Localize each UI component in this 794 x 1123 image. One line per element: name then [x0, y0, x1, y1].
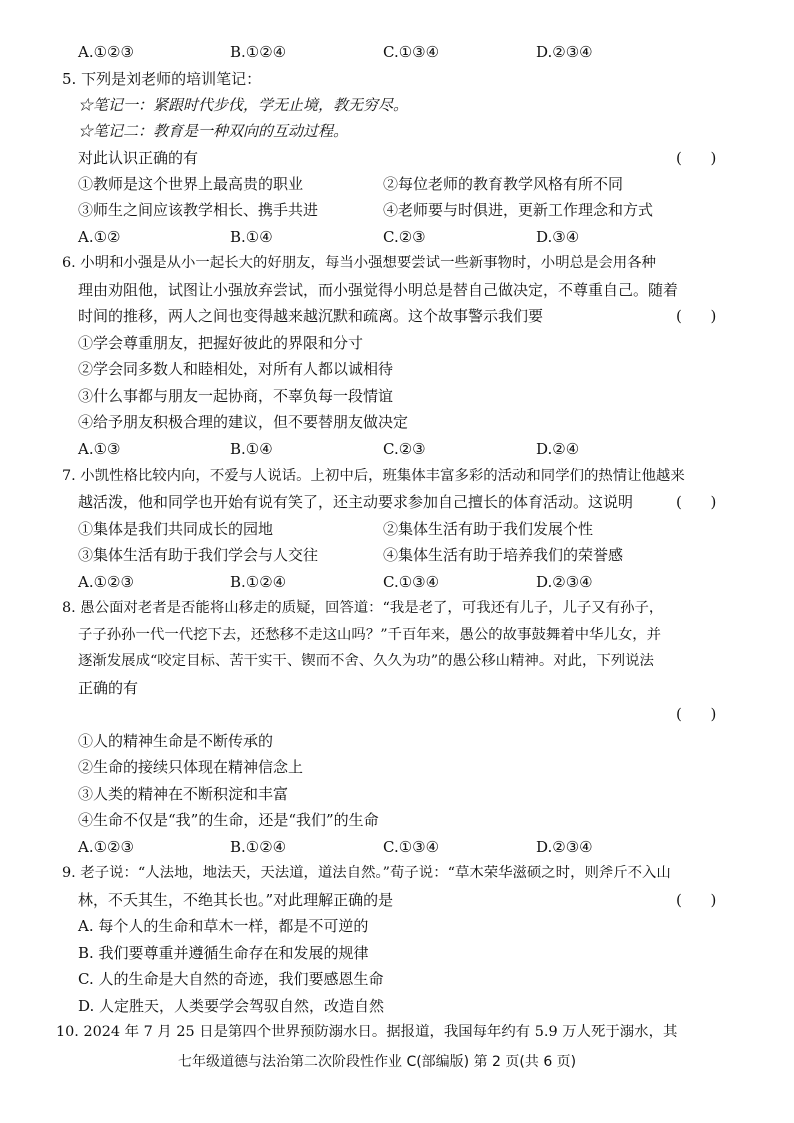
q5-answer-paren: ( )	[676, 149, 717, 167]
q8-stem-line-4: 正确的有	[78, 679, 139, 697]
q9-option-a: A. 每个人的生命和草木一样，都是不可逆的	[78, 917, 369, 935]
q9-option-c: C. 人的生命是大自然的奇迹，我们要感恩生命	[78, 970, 384, 988]
q6-option-a: A.①③	[78, 440, 121, 458]
q8-option-d: D.②③④	[536, 838, 593, 856]
q7-stem-line-2: 越活泼，他和同学也开始有说有笑了，还主动要求参加自己擅长的体育活动。这说明	[78, 493, 634, 511]
q7-stem-line-1: 7. 小凯性格比较内向，不爱与人说话。上初中后，班集体丰富多彩的活动和同学们的热情让他越来	[62, 468, 685, 484]
q8-item-3: ③人类的精神在不断积淀和丰富	[78, 785, 289, 803]
q5-item-2: ②每位老师的教育教学风格有所不同	[383, 175, 624, 193]
q6-stem-line-2: 理由劝阻他，试图让小强放弃尝试，而小强觉得小明总是替自己做决定，不尊重自己。随着	[78, 281, 679, 299]
q6-stem-line-3: 时间的推移，两人之间也变得越来越沉默和疏离。这个故事警示我们要	[78, 307, 544, 325]
q8-option-b: B.①②④	[230, 838, 287, 856]
q9-option-d: D. 人定胜天，人类要学会驾驭自然，改造自然	[78, 997, 385, 1015]
q8-stem-line-1: 8. 愚公面对老者是否能将山移走的质疑，回答道：“我是老了，可我还有儿子，儿子又有孙子，	[62, 600, 664, 616]
q5-item-3: ③师生之间应该教学相长、携手共进	[78, 201, 319, 219]
q5-item-4: ④老师要与时俱进，更新工作理念和方式	[383, 201, 654, 219]
q6-option-c: C.②③	[383, 440, 426, 458]
q6-answer-paren: ( )	[676, 307, 717, 325]
q7-option-b: B.①②④	[230, 573, 287, 591]
q7-item-2: ②集体生活有助于我们发展个性	[383, 520, 594, 538]
q5-stem: 5. 下列是刘老师的培训笔记：	[62, 70, 262, 88]
q5-note2: ☆笔记二：教育是一种双向的互动过程。	[78, 122, 349, 140]
q9-stem-line-2: 林，不夭其生，不绝其长也。”对此理解正确的是	[78, 891, 394, 909]
q6-item-1: ①学会尊重朋友，把握好彼此的界限和分寸	[78, 334, 364, 352]
q8-option-c: C.①③④	[383, 838, 440, 856]
q6-stem-line-1: 6. 小明和小强是从小一起长大的好朋友，每当小强想要尝试一些新事物时，小明总是会用各种	[62, 255, 656, 271]
q8-answer-paren: ( )	[676, 705, 717, 723]
q5-option-a: A.①②	[78, 228, 121, 246]
q7-option-d: D.②③④	[536, 573, 593, 591]
q5-option-d: D.③④	[536, 228, 580, 246]
q5-ask: 对此认识正确的有	[78, 149, 199, 167]
q5-note1: ☆笔记一：紧跟时代步伐，学无止境，教无穷尽。	[78, 96, 409, 114]
q6-option-b: B.①④	[230, 440, 273, 458]
q6-option-d: D.②④	[536, 440, 580, 458]
q7-option-a: A.①②③	[78, 573, 134, 591]
q5-option-c: C.②③	[383, 228, 426, 246]
q9-stem-line-1: 9. 老子说：“人法地，地法天，天法道，道法自然。”荀子说：“草木荣华滋硕之时，则斧斤不入山	[62, 865, 671, 881]
q4-option-c: C.①③④	[383, 43, 440, 61]
q4-option-a: A.①②③	[78, 43, 134, 61]
q7-item-3: ③集体生活有助于我们学会与人交往	[78, 546, 319, 564]
q8-stem-line-2: 子子孙孙一代一代挖下去，还愁移不走这山吗？”千百年来，愚公的故事鼓舞着中华儿女，并	[78, 627, 661, 643]
q5-option-b: B.①④	[230, 228, 273, 246]
q4-option-d: D.②③④	[536, 43, 593, 61]
q5-item-1: ①教师是这个世界上最高贵的职业	[78, 175, 304, 193]
q6-item-4: ④给予朋友积极合理的建议，但不要替朋友做决定	[78, 413, 409, 431]
q4-option-b: B.①②④	[230, 43, 287, 61]
q6-item-3: ③什么事都与朋友一起协商，不辜负每一段情谊	[78, 387, 394, 405]
q7-option-c: C.①③④	[383, 573, 440, 591]
q9-answer-paren: ( )	[676, 891, 717, 909]
q6-item-2: ②学会同多数人和睦相处，对所有人都以诚相待	[78, 360, 394, 378]
q8-item-1: ①人的精神生命是不断传承的	[78, 732, 274, 750]
q7-answer-paren: ( )	[676, 493, 717, 511]
q8-stem-line-3: 逐渐发展成“咬定目标、苦干实干、锲而不舍、久久为功”的愚公移山精神。对此，下列说法	[78, 653, 654, 669]
q8-item-4: ④生命不仅是“我”的生命，还是“我们”的生命	[78, 811, 379, 829]
q9-option-b: B. 我们要尊重并遵循生命存在和发展的规律	[78, 944, 369, 962]
q7-item-1: ①集体是我们共同成长的园地	[78, 520, 274, 538]
q7-item-4: ④集体生活有助于培养我们的荣誉感	[383, 546, 624, 564]
q8-item-2: ②生命的接续只体现在精神信念上	[78, 758, 304, 776]
page-footer: 七年级道德与法治第二次阶段性作业 C(部编版) 第 2 页(共 6 页)	[178, 1054, 577, 1070]
q8-option-a: A.①②③	[78, 838, 134, 856]
q10-stem-line-1: 10. 2024 年 7 月 25 日是第四个世界预防溺水日。据报道，我国每年约有 5.9 万人死于溺水，其	[56, 1024, 678, 1040]
